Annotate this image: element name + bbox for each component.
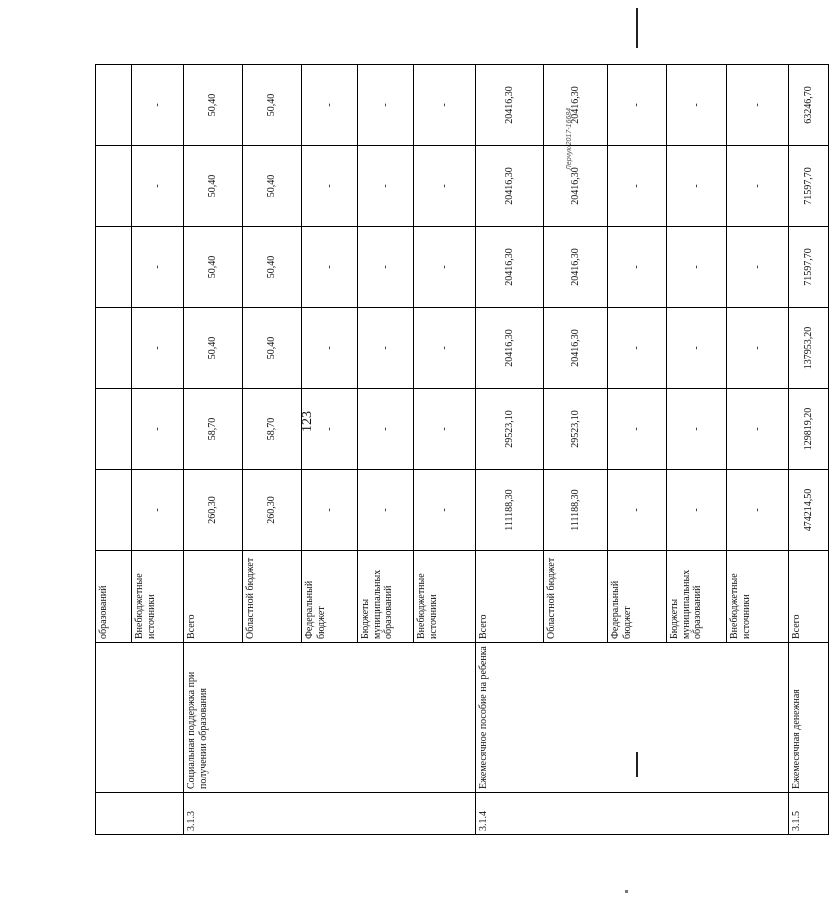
document-stamp: Лерчук/2017-16684 [566, 107, 573, 170]
amount-cell: - [302, 470, 358, 551]
amount-cell: - [727, 227, 789, 308]
amount-cell: - [667, 146, 727, 227]
amount-cell [96, 227, 132, 308]
amount-cell: - [414, 65, 476, 146]
table-row [184, 65, 243, 835]
amount-cell: - [727, 65, 789, 146]
amount-cell: - [358, 65, 414, 146]
funding-source-cell: Федеральный бюджет [608, 551, 667, 643]
measure-name-cell [96, 643, 184, 793]
amount-cell: - [667, 227, 727, 308]
amount-cell: 20416,30 [476, 308, 544, 389]
amount-cell: - [414, 389, 476, 470]
scan-edge-mark-top [636, 8, 638, 48]
scan-dot [625, 890, 628, 893]
amount-cell: 111188,30 [476, 470, 544, 551]
amount-cell: 50,40 [243, 146, 302, 227]
amount-cell: - [132, 389, 184, 470]
amount-cell: - [132, 146, 184, 227]
amount-cell: 50,40 [184, 227, 243, 308]
amount-cell: 474214,50 [789, 470, 829, 551]
amount-cell: 58,70 [243, 389, 302, 470]
amount-cell: 20416,30 [544, 65, 608, 146]
measure-code-cell: 3.1.3 [184, 793, 476, 835]
amount-cell: 50,40 [243, 227, 302, 308]
amount-cell: - [358, 389, 414, 470]
amount-cell: 71597,70 [789, 227, 829, 308]
amount-cell: - [302, 146, 358, 227]
amount-cell: 50,40 [184, 65, 243, 146]
amount-cell: - [132, 227, 184, 308]
amount-cell: 129819,20 [789, 389, 829, 470]
amount-cell: - [608, 470, 667, 551]
amount-cell: 20416,30 [476, 65, 544, 146]
measure-name-cell: Ежемесячная денежная [789, 643, 829, 793]
amount-cell: 71597,70 [789, 146, 829, 227]
funding-source-cell: Бюджеты муниципальных образований [358, 551, 414, 643]
amount-cell: 29523,10 [476, 389, 544, 470]
amount-cell: 20416,30 [544, 227, 608, 308]
table-row [789, 65, 829, 835]
amount-cell: - [608, 65, 667, 146]
amount-cell: - [667, 308, 727, 389]
amount-cell: - [358, 146, 414, 227]
amount-cell: 50,40 [184, 308, 243, 389]
measure-name-cell: Ежемесячное пособие на ребенка [476, 643, 789, 793]
amount-cell [96, 65, 132, 146]
amount-cell: - [358, 308, 414, 389]
amount-cell: - [727, 389, 789, 470]
amount-cell: 260,30 [243, 470, 302, 551]
budget-table [95, 64, 829, 835]
amount-cell: - [132, 65, 184, 146]
measure-code-cell: 3.1.5 [789, 793, 829, 835]
amount-cell: - [302, 389, 358, 470]
measure-name-cell: Социальная поддержка при получении образования [184, 643, 476, 793]
amount-cell [96, 308, 132, 389]
amount-cell: 20416,30 [544, 146, 608, 227]
amount-cell: - [608, 227, 667, 308]
funding-source-cell: Внебюджетные источники [727, 551, 789, 643]
amount-cell: 20416,30 [476, 146, 544, 227]
amount-cell: 50,40 [184, 146, 243, 227]
funding-source-cell: Областной бюджет [243, 551, 302, 643]
amount-cell: 29523,10 [544, 389, 608, 470]
amount-cell: - [727, 146, 789, 227]
amount-cell: 137953,20 [789, 308, 829, 389]
amount-cell: 20416,30 [544, 308, 608, 389]
table-row [476, 65, 544, 835]
funding-source-cell: Федеральный бюджет [302, 551, 358, 643]
amount-cell: 58,70 [184, 389, 243, 470]
funding-source-cell: Всего [789, 551, 829, 643]
amount-cell: - [132, 470, 184, 551]
amount-cell: - [414, 470, 476, 551]
amount-cell: 63246,70 [789, 65, 829, 146]
scan-edge-mark-bottom [636, 752, 638, 777]
amount-cell: - [667, 65, 727, 146]
amount-cell [96, 146, 132, 227]
amount-cell: - [302, 65, 358, 146]
measure-code-cell [96, 793, 184, 835]
funding-source-cell: Внебюджетные источники [132, 551, 184, 643]
measure-code-cell: 3.1.4 [476, 793, 789, 835]
amount-cell: - [414, 308, 476, 389]
amount-cell: - [414, 227, 476, 308]
amount-cell: 50,40 [243, 65, 302, 146]
funding-source-cell: Областной бюджет [544, 551, 608, 643]
amount-cell: 50,40 [243, 308, 302, 389]
amount-cell: 111188,30 [544, 470, 608, 551]
page-number: 123 [300, 411, 315, 432]
amount-cell: - [608, 146, 667, 227]
table-body [96, 65, 829, 835]
amount-cell: 20416,30 [476, 227, 544, 308]
amount-cell: - [667, 389, 727, 470]
funding-source-cell: Внебюджетные источники [414, 551, 476, 643]
funding-source-cell: Всего [476, 551, 544, 643]
funding-source-cell: Всего [184, 551, 243, 643]
amount-cell: 260,30 [184, 470, 243, 551]
amount-cell: - [608, 308, 667, 389]
funding-source-cell: образований [96, 551, 132, 643]
amount-cell [96, 389, 132, 470]
amount-cell: - [302, 227, 358, 308]
amount-cell: - [358, 227, 414, 308]
funding-source-cell: Бюджеты муниципальных образований [667, 551, 727, 643]
amount-cell: - [667, 470, 727, 551]
amount-cell: - [302, 308, 358, 389]
amount-cell [96, 470, 132, 551]
amount-cell: - [132, 308, 184, 389]
table-row [96, 65, 132, 835]
amount-cell: - [727, 470, 789, 551]
amount-cell: - [727, 308, 789, 389]
amount-cell: - [358, 470, 414, 551]
amount-cell: - [608, 389, 667, 470]
amount-cell: - [414, 146, 476, 227]
